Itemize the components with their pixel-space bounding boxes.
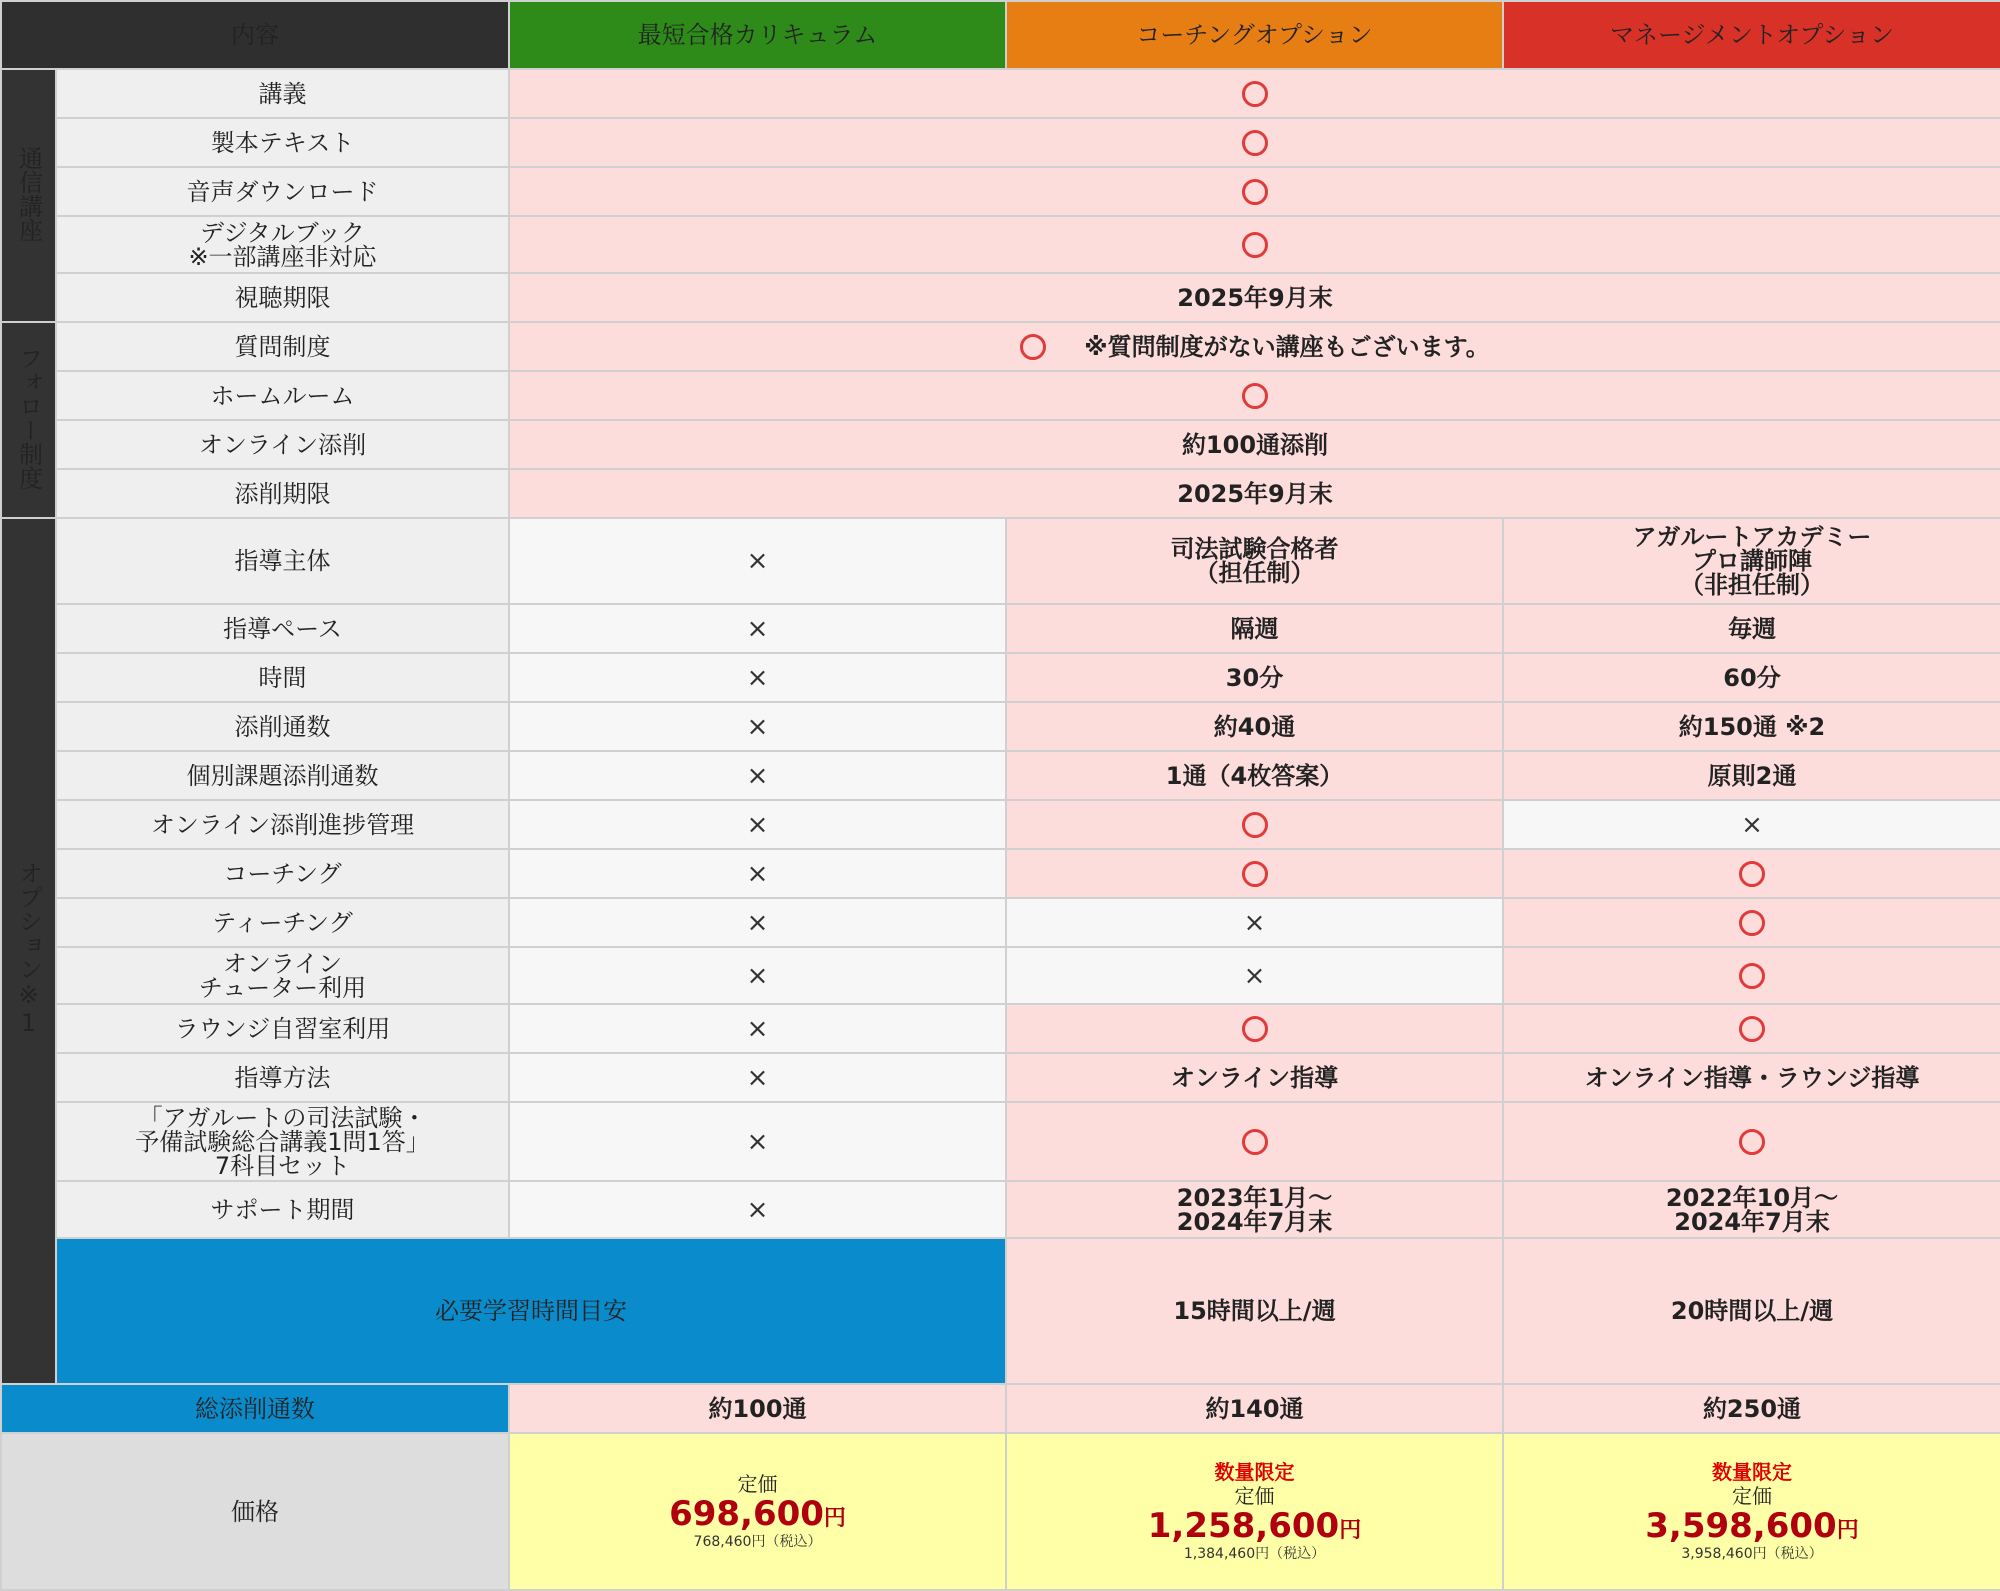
price-c-limited: 数量限定 xyxy=(1712,1460,1792,1485)
cell-pace-b: 隔週 xyxy=(1006,604,1503,653)
cell-audio-all xyxy=(509,167,2000,216)
cell-tsusu-c: 約150通 ※2 xyxy=(1503,702,2000,751)
row-support xyxy=(1,1181,2000,1238)
price-plan-b xyxy=(1006,1433,1503,1590)
red-circle-icon xyxy=(1242,1016,1268,1042)
cell-tutor-b xyxy=(1006,947,1503,1004)
label-tensaku-period: 添削期限 xyxy=(56,469,509,518)
price-b-limited: 数量限定 xyxy=(1214,1460,1295,1485)
row-teaching xyxy=(1,898,2000,947)
row-online-tensaku xyxy=(1,420,2000,469)
red-circle-icon xyxy=(1739,1016,1765,1042)
price-a-amount xyxy=(510,1496,1005,1533)
row-question xyxy=(1,322,2000,371)
label-coaching: コーチング xyxy=(56,849,509,898)
red-circle-icon xyxy=(1020,334,1046,360)
price-a-yen: 円 xyxy=(823,1506,846,1532)
cell-study-b: 20時間以上/週 xyxy=(1503,1238,2000,1384)
cross-icon: × xyxy=(746,1013,769,1044)
label-kougi: 講義 xyxy=(56,69,509,118)
row-period xyxy=(1,273,2000,322)
label-homeroom: ホームルーム xyxy=(56,371,509,420)
red-circle-icon xyxy=(1242,383,1268,409)
cell-teaching-b xyxy=(1006,898,1503,947)
row-text xyxy=(1,118,2000,167)
label-lounge: ラウンジ自習室利用 xyxy=(56,1004,509,1053)
row-progress xyxy=(1,800,2000,849)
cell-tsusu-b: 約40通 xyxy=(1006,702,1503,751)
cell-lounge-c xyxy=(1503,1004,2000,1053)
cell-shutai-b: 司法試験合格者 （担任制） xyxy=(1006,518,1503,604)
label-teaching: ティーチング xyxy=(56,898,509,947)
label-jikan: 時間 xyxy=(56,653,509,702)
cell-set-a xyxy=(509,1102,1006,1181)
cell-teaching-c xyxy=(1503,898,2000,947)
label-shidou-shutai: 指導主体 xyxy=(56,518,509,604)
row-homeroom xyxy=(1,371,2000,420)
red-circle-icon xyxy=(1242,179,1268,205)
row-shidou-shutai xyxy=(1,518,2000,604)
price-c-yen: 円 xyxy=(1836,1518,1859,1544)
group-tsushin-label: 通信講座 xyxy=(14,145,43,242)
cross-icon: × xyxy=(746,1062,769,1093)
label-online-tensaku: オンライン添削 xyxy=(56,420,509,469)
cell-tsusu-a xyxy=(509,702,1006,751)
cell-coaching-a xyxy=(509,849,1006,898)
red-circle-icon xyxy=(1739,963,1765,989)
group-option xyxy=(1,518,56,1384)
label-question: 質問制度 xyxy=(56,322,509,371)
header-row xyxy=(1,1,2000,69)
red-circle-icon xyxy=(1242,130,1268,156)
label-text: 製本テキスト xyxy=(56,118,509,167)
cell-tensaku-period-all: 2025年9月末 xyxy=(509,469,2000,518)
price-a-value: 698,600 xyxy=(669,1494,824,1535)
red-circle-icon xyxy=(1242,232,1268,258)
price-a-fixed-label: 定価 xyxy=(737,1472,778,1497)
cell-tutor-a xyxy=(509,947,1006,1004)
cross-icon: × xyxy=(1243,907,1266,938)
label-period: 視聴期限 xyxy=(56,273,509,322)
price-c-tax: 3,958,460円（税込） xyxy=(1681,1545,1823,1562)
label-shidou-pace: 指導ペース xyxy=(56,604,509,653)
cell-pace-c: 毎週 xyxy=(1503,604,2000,653)
row-set xyxy=(1,1102,2000,1181)
label-tensaku-tsusu: 添削通数 xyxy=(56,702,509,751)
cross-icon: × xyxy=(746,858,769,889)
header-plan-a: 最短合格カリキュラム xyxy=(509,1,1006,69)
price-b-fixed-label: 定価 xyxy=(1234,1484,1275,1509)
row-kobetsu xyxy=(1,751,2000,800)
row-coaching xyxy=(1,849,2000,898)
group-follow-label: フォロー制度 xyxy=(14,346,43,490)
cell-support-a xyxy=(509,1181,1006,1238)
cell-kougi-all xyxy=(509,69,2000,118)
cell-method-a xyxy=(509,1053,1006,1102)
cell-set-b xyxy=(1006,1102,1503,1181)
red-circle-icon xyxy=(1242,812,1268,838)
label-digital: デジタルブック ※一部講座非対応 xyxy=(56,216,509,273)
row-digital xyxy=(1,216,2000,273)
row-kougi xyxy=(1,69,2000,118)
cell-support-b: 2023年1月～ 2024年7月末 xyxy=(1006,1181,1503,1238)
cell-text-all xyxy=(509,118,2000,167)
row-tensaku-tsusu xyxy=(1,702,2000,751)
label-kobetsu: 個別課題添削通数 xyxy=(56,751,509,800)
label-study-time: 必要学習時間目安 xyxy=(56,1238,1006,1384)
cell-pace-a xyxy=(509,604,1006,653)
label-audio: 音声ダウンロード xyxy=(56,167,509,216)
cell-progress-c xyxy=(1503,800,2000,849)
row-audio xyxy=(1,167,2000,216)
cross-icon: × xyxy=(746,760,769,791)
header-plan-c: マネージメントオプション xyxy=(1503,1,2000,69)
group-follow xyxy=(1,322,56,518)
cell-lounge-a xyxy=(509,1004,1006,1053)
row-method xyxy=(1,1053,2000,1102)
row-shidou-pace xyxy=(1,604,2000,653)
cell-kobetsu-b: 1通（4枚答案） xyxy=(1006,751,1503,800)
cross-icon: × xyxy=(746,613,769,644)
red-circle-icon xyxy=(1242,861,1268,887)
price-c-value: 3,598,600 xyxy=(1645,1506,1837,1547)
row-tutor xyxy=(1,947,2000,1004)
red-circle-icon xyxy=(1739,910,1765,936)
cell-period-all: 2025年9月末 xyxy=(509,273,2000,322)
row-price xyxy=(1,1433,2000,1590)
cross-icon: × xyxy=(746,809,769,840)
cross-icon: × xyxy=(746,1194,769,1225)
cross-icon: × xyxy=(746,960,769,991)
red-circle-icon xyxy=(1242,81,1268,107)
cross-icon: × xyxy=(746,1126,769,1157)
price-a-tax: 768,460円（税込） xyxy=(693,1533,822,1550)
cell-progress-a xyxy=(509,800,1006,849)
price-b-amount xyxy=(1007,1508,1502,1545)
label-tutor: オンライン チューター利用 xyxy=(56,947,509,1004)
cell-kobetsu-a xyxy=(509,751,1006,800)
price-b-tax: 1,384,460円（税込） xyxy=(1183,1545,1326,1562)
row-study-time xyxy=(1,1238,2000,1384)
header-content: 内容 xyxy=(1,1,509,69)
row-jikan xyxy=(1,653,2000,702)
cell-method-b: オンライン指導 xyxy=(1006,1053,1503,1102)
question-note: ※質問制度がない講座もございます。 xyxy=(1084,332,1490,361)
row-lounge xyxy=(1,1004,2000,1053)
group-option-label: オプション※1 xyxy=(14,861,43,1037)
price-plan-c xyxy=(1503,1433,2000,1590)
cell-lounge-b xyxy=(1006,1004,1503,1053)
cell-tutor-c xyxy=(1503,947,2000,1004)
label-price: 価格 xyxy=(1,1433,509,1590)
cell-jikan-b: 30分 xyxy=(1006,653,1503,702)
price-c-amount xyxy=(1504,1508,2000,1545)
group-tsushin xyxy=(1,69,56,322)
cell-teaching-a xyxy=(509,898,1006,947)
price-b-value: 1,258,600 xyxy=(1147,1506,1340,1547)
label-support: サポート期間 xyxy=(56,1181,509,1238)
cell-kobetsu-c: 原則2通 xyxy=(1503,751,2000,800)
cell-online-tensaku-all: 約100通添削 xyxy=(509,420,2000,469)
red-circle-icon xyxy=(1739,861,1765,887)
cell-total-b: 約140通 xyxy=(1006,1384,1503,1433)
cell-total-c: 約250通 xyxy=(1503,1384,2000,1433)
cell-coaching-b xyxy=(1006,849,1503,898)
cross-icon: × xyxy=(746,907,769,938)
label-method: 指導方法 xyxy=(56,1053,509,1102)
cross-icon: × xyxy=(1741,809,1763,840)
cell-homeroom-all xyxy=(509,371,2000,420)
cell-study-a: 15時間以上/週 xyxy=(1006,1238,1503,1384)
label-set: 「アガルートの司法試験・ 予備試験総合講義1問1答」 7科目セット xyxy=(56,1102,509,1181)
cell-coaching-c xyxy=(1503,849,2000,898)
cell-question-all xyxy=(509,322,2000,371)
cell-jikan-a xyxy=(509,653,1006,702)
row-tensaku-period xyxy=(1,469,2000,518)
cell-jikan-c: 60分 xyxy=(1503,653,2000,702)
header-plan-b: コーチングオプション xyxy=(1006,1,1503,69)
cell-shutai-c: アガルートアカデミー プロ講師陣 （非担任制） xyxy=(1503,518,2000,604)
cell-method-c: オンライン指導・ラウンジ指導 xyxy=(1503,1053,2000,1102)
row-total xyxy=(1,1384,2000,1433)
cross-icon: × xyxy=(746,662,769,693)
red-circle-icon xyxy=(1739,1129,1765,1155)
cell-progress-b xyxy=(1006,800,1503,849)
cell-total-a: 約100通 xyxy=(509,1384,1006,1433)
price-c-fixed-label: 定価 xyxy=(1732,1484,1772,1509)
price-b-yen: 円 xyxy=(1339,1518,1362,1544)
price-plan-a xyxy=(509,1433,1006,1590)
cross-icon: × xyxy=(1243,960,1266,991)
cell-support-c: 2022年10月～ 2024年7月末 xyxy=(1503,1181,2000,1238)
label-total: 総添削通数 xyxy=(1,1384,509,1433)
cell-set-c xyxy=(1503,1102,2000,1181)
cross-icon: × xyxy=(746,711,769,742)
cross-icon: × xyxy=(746,546,769,576)
label-progress: オンライン添削進捗管理 xyxy=(56,800,509,849)
red-circle-icon xyxy=(1242,1129,1268,1155)
cell-shutai-a xyxy=(509,518,1006,604)
cell-digital-all xyxy=(509,216,2000,273)
